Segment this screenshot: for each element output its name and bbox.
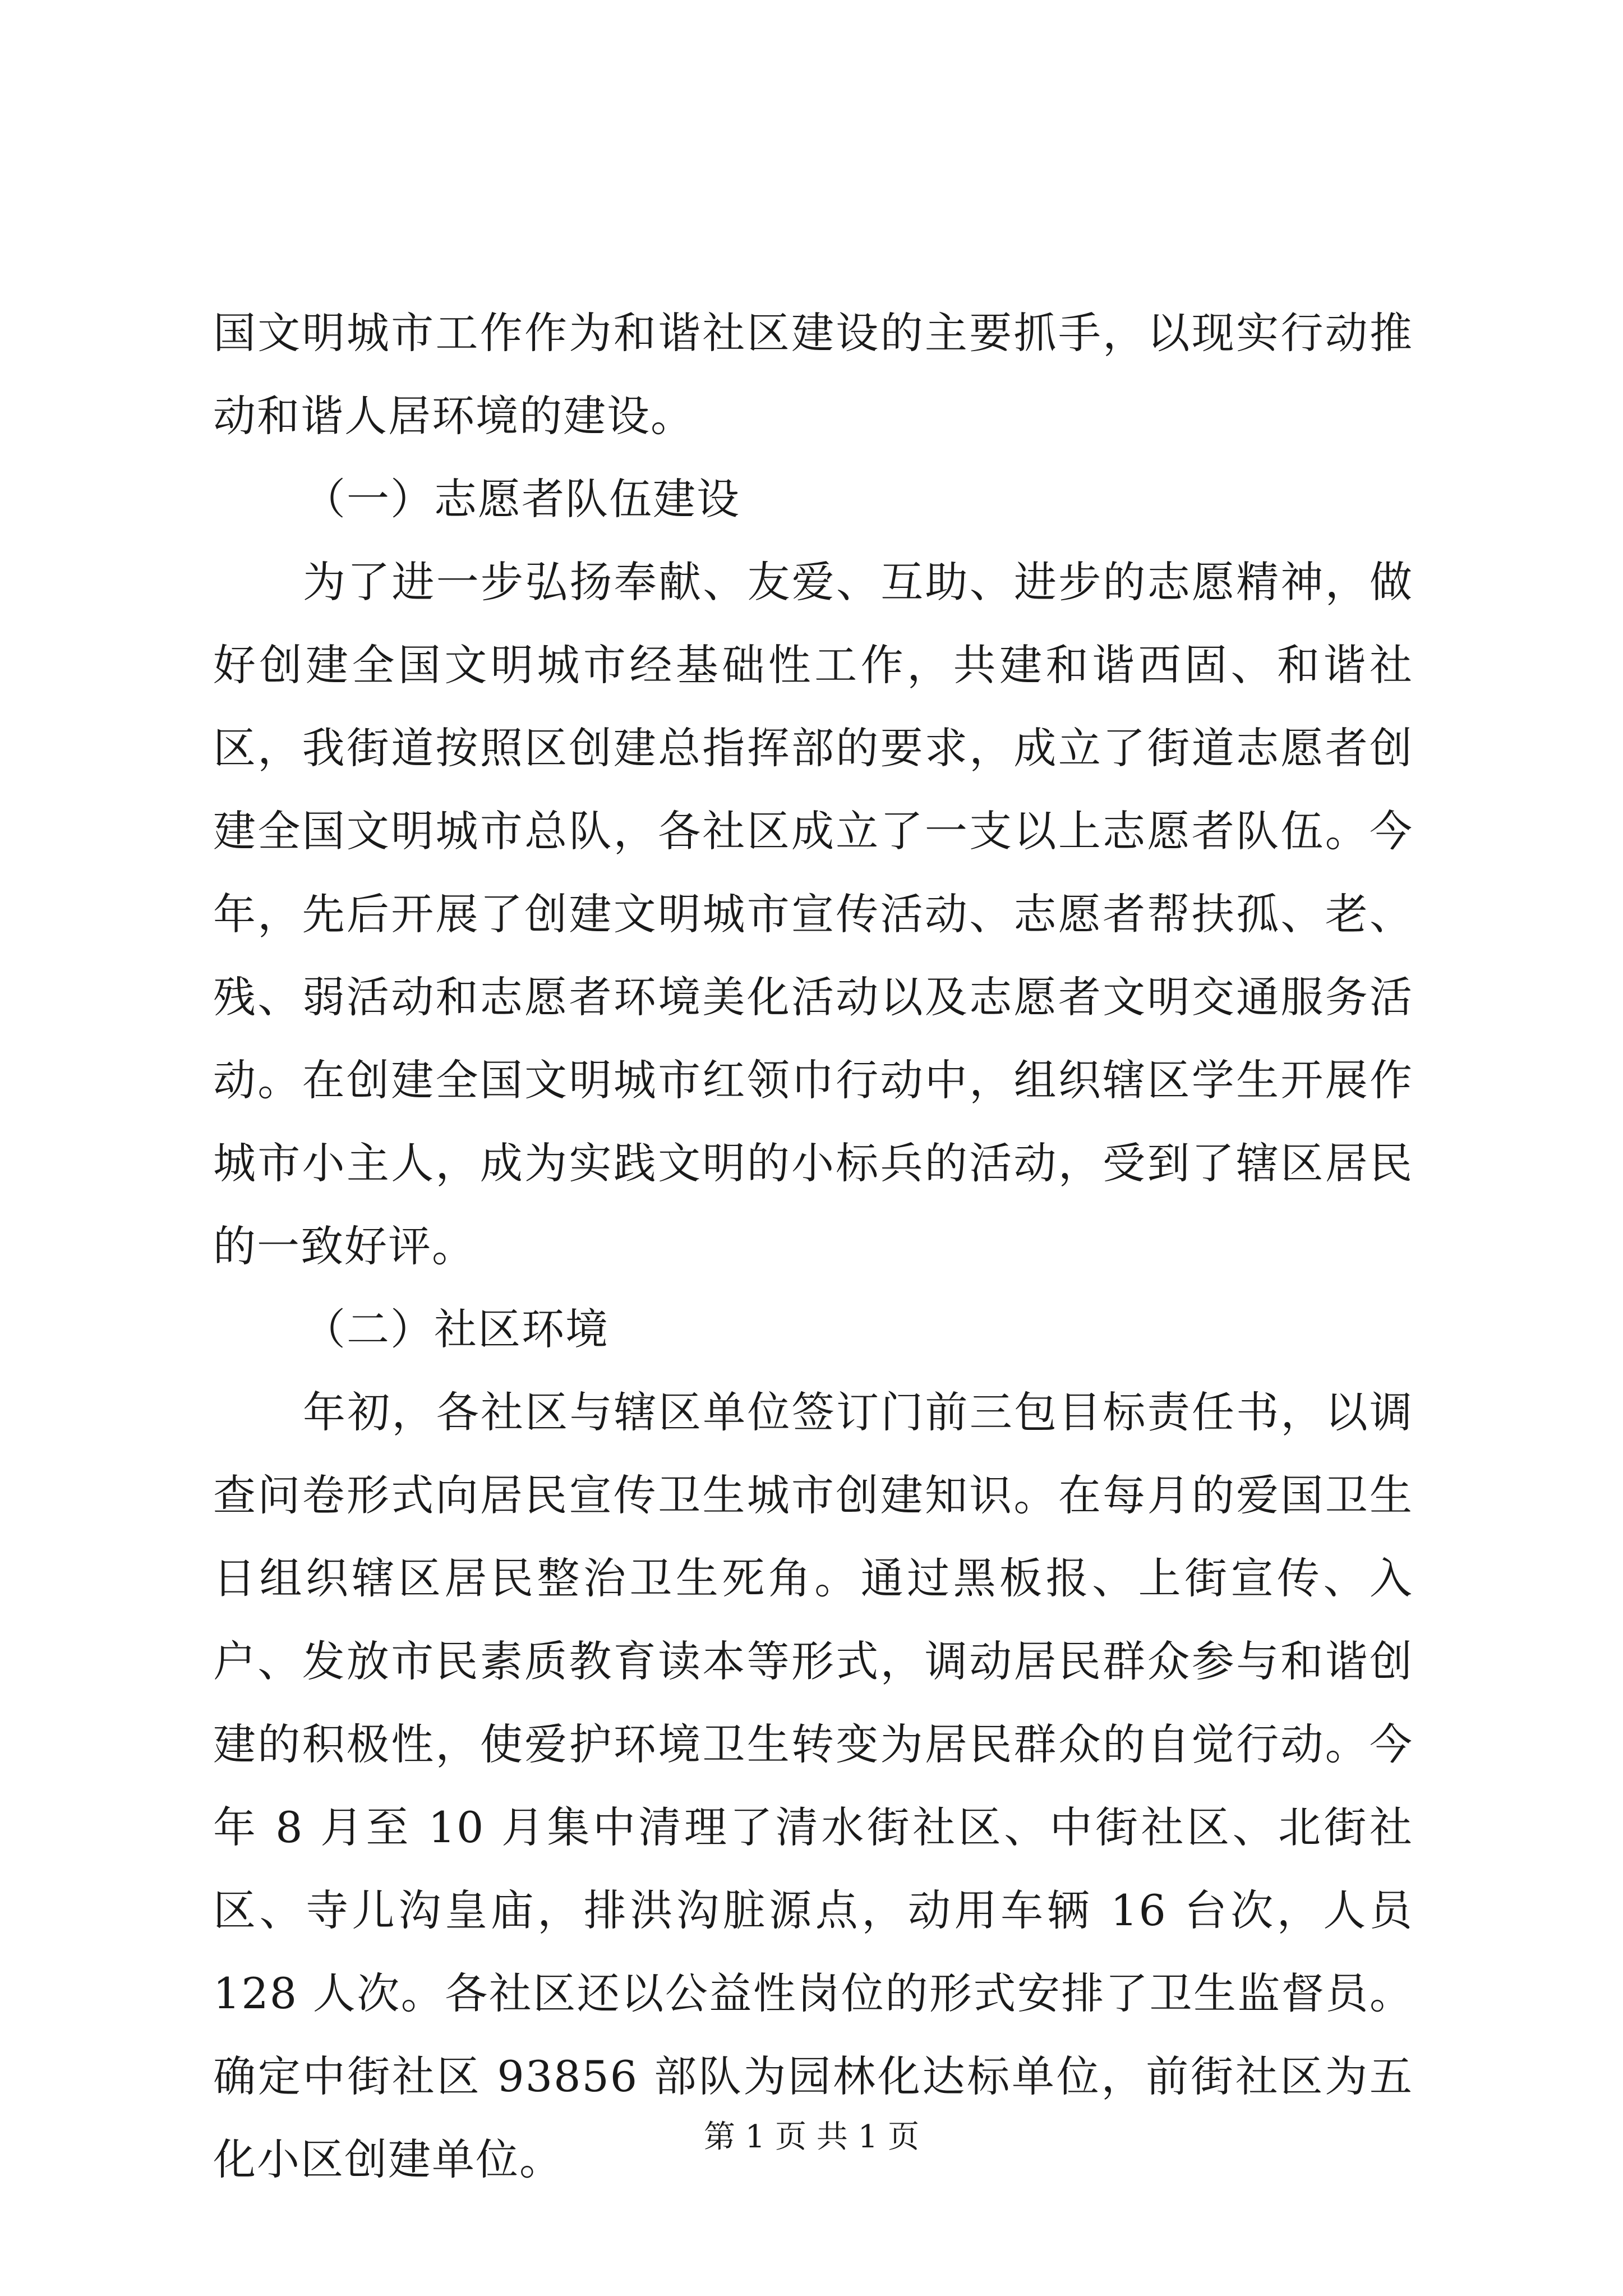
section-heading-environment: （二）社区环境	[303, 1304, 609, 1354]
document-body	[213, 292, 1413, 2201]
paragraph-continuation: 国文明城市工作作为和谐社区建设的主要抓手，以现实行动推动和谐人居环境的建设。	[213, 308, 1413, 441]
paragraph-environment: 年初，各社区与辖区单位签订门前三包目标责任书，以调查问卷形式向居民宣传卫生城市创建知识。在每月的爱国卫生日组织辖区居民整治卫生死角。通过黑板报、上街宣传、入户、发放市民素质教育读本等形式，调动居民群众参与和谐创建的积极性，使爱护环境卫生转变为居民群众的自觉行动。今年 8 月至 10 月集中清理了清水街社区、中街社区、北街社区、寺儿沟皇庙，排洪沟脏源点，动用车辆 16 台次，人员 128 人次。各社区还以公益性岗位的形式安排了卫生监督员。确定中街社区 93856 部队为园林化达标单位，前街社区为五化小区创建单位。	[213, 1387, 1413, 2184]
paragraph-volunteers: 为了进一步弘扬奉献、友爱、互助、进步的志愿精神，做好创建全国文明城市经基础性工作，共建和谐西固、和谐社区，我街道按照区创建总指挥部的要求，成立了街道志愿者创建全国文明城市总队，各社区成立了一支以上志愿者队伍。今年，先后开展了创建文明城市宣传活动、志愿者帮扶孤、老、残、弱活动和志愿者环境美化活动以及志愿者文明交通服务活动。在创建全国文明城市红领巾行动中，组织辖区学生开展作城市小主人，成为实践文明的小标兵的活动，受到了辖区居民的一致好评。	[213, 557, 1413, 1271]
page-number-footer: 第 1 页 共 1 页	[703, 2119, 920, 2155]
section-heading-volunteers: （一）志愿者队伍建设	[303, 474, 740, 524]
